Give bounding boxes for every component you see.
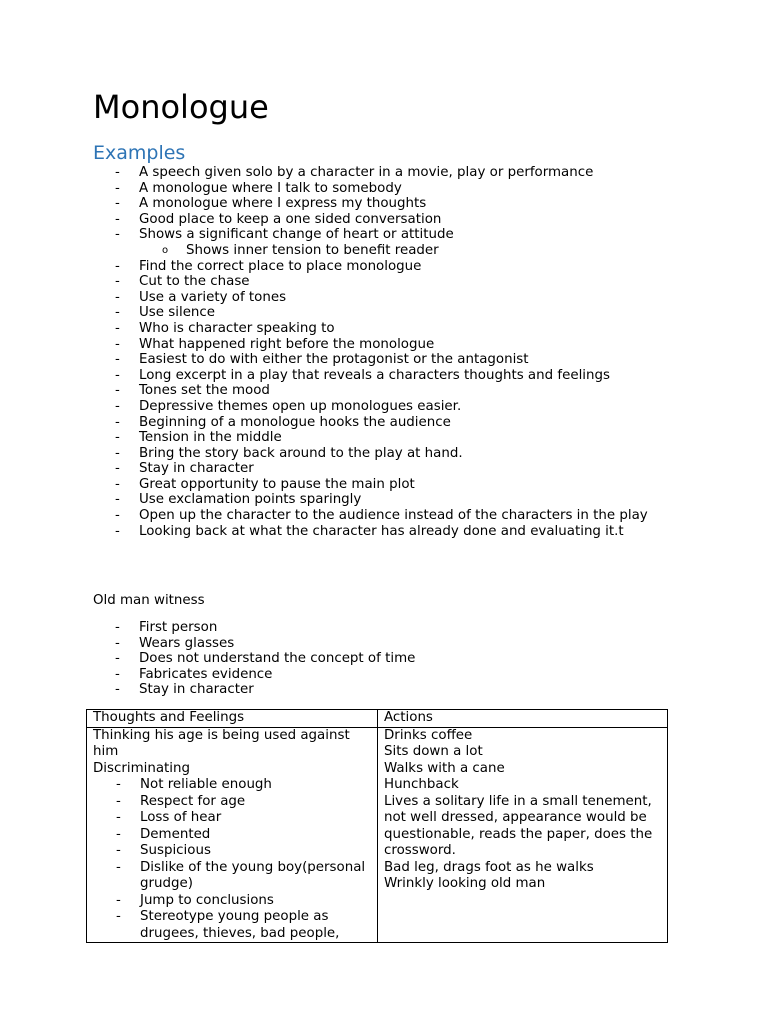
list-item-text: Tones set the mood (139, 383, 270, 399)
list-item (0, 399, 659, 415)
bullet-marker: - (115, 320, 120, 336)
list-item-text: A speech given solo by a character in a movie, play or performance (139, 165, 594, 180)
bullet-marker: - (115, 352, 120, 368)
bullet-marker: - (115, 445, 120, 461)
list-item (93, 777, 372, 794)
list-item (0, 461, 659, 477)
bullet-marker: - (115, 398, 120, 414)
bullet-marker: - (116, 892, 121, 908)
list-item-text: Dislike of the young boy(personal grudge) (140, 859, 366, 891)
bullet-marker: - (115, 682, 120, 698)
examples-heading: Examples (93, 142, 186, 164)
list-item-text: A monologue where I express my thoughts (139, 196, 427, 212)
list-item-text: A monologue where I talk to somebody (139, 180, 402, 196)
list-item-text: Stereotype young people as drugees, thieves, bad people, (140, 909, 340, 941)
list-item (0, 383, 659, 399)
examples-list (0, 165, 706, 539)
list-item-text: First person (139, 620, 218, 635)
table-header-thoughts: Thoughts and Feelings (87, 710, 378, 728)
list-item-text: Who is character speaking to (139, 320, 335, 336)
witness-list (0, 620, 659, 698)
list-item (0, 259, 659, 275)
bullet-marker: - (116, 810, 121, 825)
list-item (93, 794, 372, 811)
action-item: Wrinkly looking old man (384, 876, 546, 891)
bullet-marker: o (162, 244, 169, 256)
action-item: Hunchback (384, 777, 459, 792)
page-title: Monologue (93, 88, 269, 126)
list-item-text: Bring the story back around to the play at hand. (139, 445, 463, 461)
list-item-text: Fabricates evidence (139, 666, 273, 682)
list-item (0, 430, 659, 446)
list-item-text: Find the correct place to place monologue (139, 258, 422, 274)
table-header-actions: Actions (378, 710, 668, 728)
list-item-text: Long excerpt in a play that reveals a characters thoughts and feelings (139, 367, 610, 383)
list-item (0, 492, 659, 508)
list-item-text: Demented (140, 826, 211, 842)
bullet-marker: - (115, 523, 120, 539)
table-row (87, 727, 668, 943)
list-item (0, 290, 659, 306)
character-table (86, 709, 668, 943)
bullet-marker: - (115, 461, 120, 477)
bullet-marker: - (115, 508, 120, 524)
list-item-text: Shows inner tension to benefit reader (186, 242, 439, 258)
list-item (0, 227, 659, 243)
list-item (0, 620, 659, 636)
list-item-text: What happened right before the monologue (139, 336, 435, 352)
bullet-marker: - (115, 666, 120, 682)
bullet-marker: - (115, 165, 120, 180)
list-item (93, 827, 372, 844)
list-item (0, 321, 659, 337)
list-item (93, 810, 372, 827)
list-item-text: Stay in character (139, 461, 254, 477)
bullet-marker: - (115, 430, 120, 446)
list-item-text: Shows a significant change of heart or attitude (139, 227, 454, 243)
list-item-text: Cut to the chase (139, 274, 250, 290)
list-item-text: Tension in the middle (139, 430, 282, 446)
list-item (0, 196, 659, 212)
list-item-text: Great opportunity to pause the main plot (139, 476, 415, 492)
list-item-text: Looking back at what the character has already done and evaluating it.t (139, 523, 624, 539)
list-item (0, 305, 659, 321)
thoughts-intro: Thinking his age is being used against him (93, 727, 350, 759)
bullet-marker: - (115, 620, 120, 635)
list-item (0, 508, 649, 524)
list-item (0, 651, 659, 667)
bullet-marker: - (115, 336, 120, 352)
list-item-text: Jump to conclusions (140, 892, 274, 908)
bullet-marker: - (115, 211, 120, 227)
action-item: Sits down a lot (384, 744, 483, 759)
list-item (0, 415, 659, 431)
action-item: Drinks coffee (384, 727, 473, 743)
bullet-marker: - (116, 777, 121, 792)
bullet-marker: - (115, 196, 120, 212)
bullet-marker: - (115, 305, 120, 321)
list-item (0, 524, 659, 540)
list-item (0, 667, 659, 683)
bullet-marker: - (116, 843, 121, 858)
action-item: Lives a solitary life in a small tenement, not well dressed, appearance would be questionable, reads the paper, does the crossword. (384, 793, 653, 858)
actions-cell (378, 727, 668, 943)
list-item (93, 843, 372, 860)
list-item (0, 212, 659, 228)
bullet-marker: - (115, 414, 120, 430)
list-item-text: Suspicious (140, 843, 211, 858)
list-item (0, 682, 659, 698)
list-item-text: Not reliable enough (140, 777, 272, 792)
list-item (0, 446, 659, 462)
list-item-text: Open up the character to the audience instead of the characters in the play (139, 508, 648, 524)
bullet-marker: - (115, 492, 120, 508)
actions-list (384, 728, 662, 893)
bullet-marker: - (115, 367, 120, 383)
list-item-text: Use silence (139, 305, 216, 321)
thoughts-cell (87, 727, 378, 943)
list-item (0, 337, 659, 353)
bullet-marker: - (115, 476, 120, 492)
bullet-marker: - (115, 274, 120, 290)
witness-heading: Old man witness (93, 593, 205, 608)
bullet-marker: - (115, 258, 120, 274)
list-item-text: Wears glasses (139, 635, 235, 651)
list-item-text: Good place to keep a one sided conversation (139, 211, 442, 227)
action-item: Bad leg, drags foot as he walks (384, 859, 594, 875)
list-item (93, 860, 372, 893)
bullet-marker: - (115, 180, 120, 196)
list-item-text: Use a variety of tones (139, 289, 287, 305)
list-item (0, 352, 659, 368)
list-item-text: Depressive themes open up monologues easier. (139, 398, 462, 414)
list-item-text: Easiest to do with either the protagonist or the antagonist (139, 352, 529, 368)
thoughts-list (93, 777, 372, 942)
bullet-marker: - (116, 793, 121, 809)
list-item-text: Beginning of a monologue hooks the audience (139, 414, 451, 430)
table-header-row (87, 710, 668, 728)
bullet-marker: - (115, 289, 120, 305)
bullet-marker: - (116, 826, 121, 842)
list-item (0, 636, 659, 652)
list-item (93, 893, 372, 910)
list-item (0, 477, 659, 493)
bullet-marker: - (115, 383, 120, 399)
thoughts-label: Discriminating (93, 760, 191, 776)
list-item (0, 274, 659, 290)
bullet-marker: - (115, 635, 120, 651)
bullet-marker: - (116, 859, 121, 875)
bullet-marker: - (116, 909, 121, 924)
list-item (93, 909, 372, 942)
list-item (0, 165, 659, 181)
bullet-marker: - (115, 651, 120, 667)
list-item (0, 368, 659, 384)
list-item-text: Use exclamation points sparingly (139, 492, 362, 508)
list-item-text: Loss of hear (140, 810, 222, 825)
list-item (0, 243, 706, 259)
list-item-text: Respect for age (140, 793, 246, 809)
action-item: Walks with a cane (384, 760, 505, 776)
bullet-marker: - (115, 227, 120, 243)
list-item (0, 181, 659, 197)
list-item-text: Does not understand the concept of time (139, 651, 416, 667)
list-item-text: Stay in character (139, 682, 254, 698)
